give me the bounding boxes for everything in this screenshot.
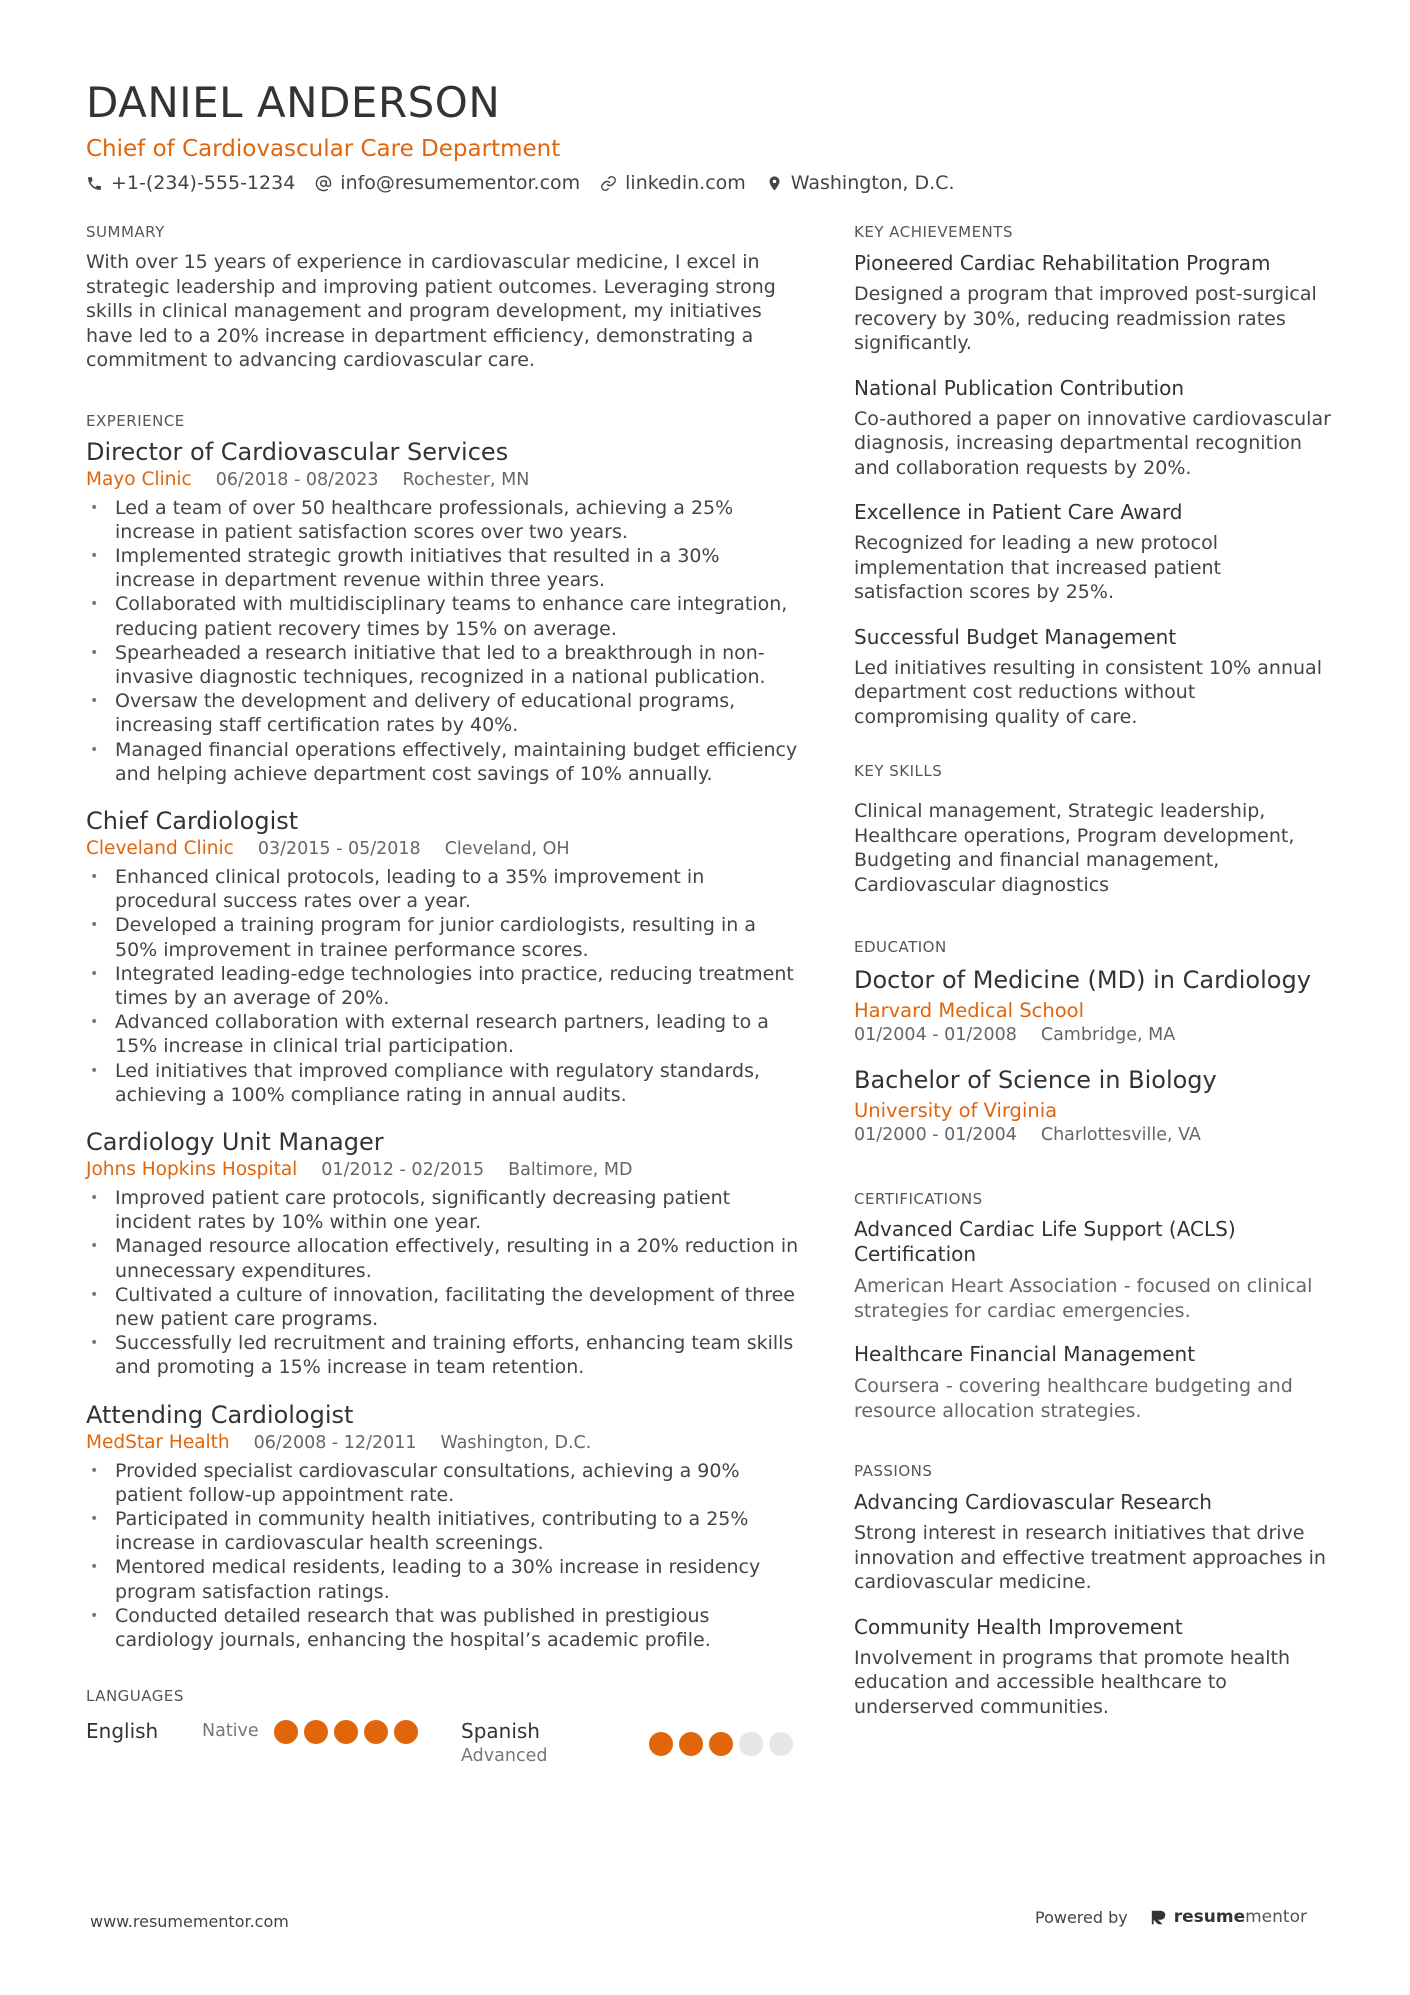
location-text: Washington, D.C. — [790, 172, 955, 194]
bullet-item: • Enhanced clinical protocols, leading to a 35% improvement in procedural success rates over a year. — [86, 865, 801, 913]
education-location: Charlottesville, VA — [1040, 1125, 1201, 1145]
rating-dot-filled — [679, 1732, 703, 1756]
job-location: Washington, D.C. — [440, 1432, 592, 1453]
education-meta — [854, 1124, 1334, 1147]
education-item — [854, 1065, 1334, 1147]
job-dates: 03/2015 - 05/2018 — [257, 838, 421, 859]
bullet-item: • Improved patient care protocols, significantly decreasing patient incident rates by 10% within one year. — [86, 1186, 801, 1234]
certifications-section — [854, 1189, 1334, 1423]
language-item — [461, 1718, 547, 1768]
achievement-title: Pioneered Cardiac Rehabilitation Program — [854, 251, 1271, 275]
job-location: Baltimore, MD — [508, 1159, 633, 1180]
bullet-item: • Developed a training program for junior cardiologists, resulting in a 50% improvement in trainee performance scores. — [86, 913, 801, 961]
phone-icon — [86, 175, 103, 192]
summary-section — [86, 222, 801, 373]
contact-row — [86, 170, 1326, 196]
passion-item — [854, 1489, 1334, 1595]
bullet-item: • Collaborated with multidisciplinary teams to enhance care integration, reducing patient recovery times by 15% on average. — [86, 592, 801, 640]
linkedin-text[interactable]: linkedin.com — [625, 172, 746, 194]
rating-dot-filled — [709, 1732, 733, 1756]
job-location: Rochester, MN — [402, 469, 530, 490]
job-bullets — [86, 1459, 801, 1653]
certification-text: American Heart Association - focused on clinical strategies for cardiac emergencies. — [854, 1275, 1313, 1322]
degree-title: Doctor of Medicine (MD) in Cardiology — [854, 966, 1311, 994]
certification-title: Healthcare Financial Management — [854, 1342, 1196, 1366]
company-name: MedStar Health — [86, 1431, 230, 1453]
phone-contact — [86, 170, 295, 196]
achievement-title: Excellence in Patient Care Award — [854, 500, 1183, 524]
degree-title: Bachelor of Science in Biology — [854, 1066, 1217, 1094]
left-column — [86, 222, 801, 1774]
bullet-item: • Advanced collaboration with external research partners, leading to a 15% increase in clinical trial participation. — [86, 1010, 801, 1058]
linkedin-contact[interactable] — [600, 170, 746, 196]
certification-item — [854, 1342, 1334, 1423]
job-dates: 01/2012 - 02/2015 — [321, 1159, 485, 1180]
company-name: Cleveland Clinic — [86, 837, 234, 859]
bullet-item: • Provided specialist cardiovascular consultations, achieving a 90% patient follow-up appointment rate. — [86, 1459, 801, 1507]
job-entry-meta — [86, 837, 801, 861]
email-text[interactable]: info@resumementor.com — [340, 172, 581, 194]
job-entry-meta — [86, 1158, 801, 1182]
rating-dot-filled — [304, 1720, 328, 1744]
language-rating — [274, 1720, 418, 1744]
passion-title: Community Health Improvement — [854, 1614, 1183, 1639]
job-entry — [86, 437, 801, 786]
brand-name-light: mentor — [1245, 1907, 1307, 1927]
job-bullets — [86, 1186, 801, 1380]
location-contact — [766, 170, 955, 196]
bullet-item: • Managed resource allocation effectively, resulting in a 20% reduction in unnecessary expenditures. — [86, 1234, 801, 1282]
achievement-text: Designed a program that improved post-surgical recovery by 30%, reducing readmission rates significantly. — [854, 283, 1317, 354]
experience-heading: EXPERIENCE — [86, 411, 185, 430]
bullet-item: • Mentored medical residents, leading to a 30% increase in residency program satisfaction ratings. — [86, 1555, 801, 1603]
languages-heading: LANGUAGES — [86, 1687, 184, 1706]
bullet-item: • Led initiatives that improved compliance with regulatory standards, achieving a 100% compliance rating in annual audits. — [86, 1059, 801, 1107]
bullet-item: • Participated in community health initiatives, contributing to a 25% increase in cardiovascular health screenings. — [86, 1507, 801, 1555]
language-level: Advanced — [461, 1746, 548, 1767]
brand-logo[interactable] — [1150, 1907, 1307, 1927]
job-entry-title: Director of Cardiovascular Services — [86, 437, 509, 466]
brand-name-bold: resume — [1173, 1907, 1246, 1927]
achievement-title: Successful Budget Management — [854, 624, 1177, 649]
achievements-heading: KEY ACHIEVEMENTS — [854, 223, 1013, 241]
passions-section — [854, 1461, 1334, 1719]
at-sign-icon — [315, 175, 332, 192]
passion-text: Strong interest in research initiatives that drive innovation and effective treatment approaches in cardiovascular medicine. — [854, 1522, 1326, 1593]
achievement-item — [854, 250, 1334, 356]
job-entry-title: Chief Cardiologist — [86, 806, 299, 835]
bullet-item: • Led a team of over 50 healthcare professionals, achieving a 25% increase in patient satisfaction scores over two years. — [86, 496, 801, 544]
languages-row — [86, 1718, 801, 1774]
education-section — [854, 937, 1334, 1147]
candidate-name: DANIEL ANDERSON — [86, 78, 501, 127]
rating-dot-filled — [334, 1720, 358, 1744]
school-name: Harvard Medical School — [854, 999, 1085, 1022]
job-entry-meta — [86, 1431, 801, 1455]
education-item — [854, 965, 1334, 1047]
rating-dot-filled — [364, 1720, 388, 1744]
passion-text: Involvement in programs that promote health education and accessible healthcare to underserved communities. — [854, 1646, 1291, 1718]
languages-section — [86, 1686, 801, 1774]
resume-header — [86, 78, 1326, 196]
passion-item — [854, 1614, 1334, 1720]
job-bullets — [86, 865, 801, 1107]
brand-icon — [1150, 1908, 1168, 1926]
bullet-item: • Oversaw the development and delivery of educational programs, increasing staff certification rates by 40%. — [86, 689, 801, 737]
job-title: Chief of Cardiovascular Care Department — [86, 136, 561, 162]
achievement-item — [854, 624, 1334, 730]
location-pin-icon — [766, 175, 783, 192]
company-name: Mayo Clinic — [86, 468, 192, 490]
achievement-item — [854, 499, 1334, 605]
company-name: Johns Hopkins Hospital — [86, 1158, 298, 1180]
job-dates: 06/2008 - 12/2011 — [253, 1432, 417, 1453]
rating-dot-empty — [769, 1732, 793, 1756]
education-location: Cambridge, MA — [1040, 1025, 1176, 1045]
experience-section — [86, 411, 801, 1653]
language-level: Native — [202, 1721, 259, 1742]
skills-section — [854, 761, 1334, 897]
powered-by-label: Powered by — [1035, 1907, 1128, 1927]
job-location: Cleveland, OH — [444, 838, 570, 859]
rating-dot-filled — [274, 1720, 298, 1744]
certifications-heading: CERTIFICATIONS — [854, 1190, 983, 1208]
certification-text: Coursera - covering healthcare budgeting and resource allocation strategies. — [854, 1375, 1293, 1422]
job-entry-title: Cardiology Unit Manager — [86, 1127, 384, 1156]
bullet-item: • Managed financial operations effectively, maintaining budget efficiency and helping achieve department cost savings of 10% annually. — [86, 738, 801, 786]
achievement-text: Recognized for leading a new protocol implementation that increased patient satisfaction scores by 25%. — [854, 532, 1222, 603]
footer-powered — [1035, 1907, 1307, 1927]
school-name: University of Virginia — [854, 1099, 1058, 1122]
language-name: Spanish — [461, 1719, 540, 1744]
achievement-title: National Publication Contribution — [854, 375, 1184, 400]
job-dates: 06/2018 - 08/2023 — [215, 469, 379, 490]
rating-dot-empty — [739, 1732, 763, 1756]
education-dates: 01/2004 - 01/2008 — [854, 1025, 1017, 1045]
job-entry-meta — [86, 468, 801, 492]
job-entry — [86, 806, 801, 1107]
language-rating — [649, 1732, 793, 1756]
certification-item — [854, 1217, 1334, 1323]
achievement-text: Co-authored a paper on innovative cardiovascular diagnosis, increasing departmental recognition and collaboration requests by 20%. — [854, 407, 1331, 479]
bullet-item: • Spearheaded a research initiative that led to a breakthrough in non-invasive diagnostic techniques, recognized in a national publication. — [86, 641, 801, 689]
job-bullets — [86, 496, 801, 786]
language-name: English — [86, 1719, 159, 1744]
skills-heading: KEY SKILLS — [854, 762, 943, 780]
link-icon — [600, 175, 617, 192]
bullet-item: • Cultivated a culture of innovation, facilitating the development of three new patient care programs. — [86, 1283, 801, 1331]
right-column — [854, 222, 1334, 1738]
passion-title: Advancing Cardiovascular Research — [854, 1490, 1212, 1514]
phone-text: +1-(234)-555-1234 — [111, 172, 296, 194]
education-dates: 01/2000 - 01/2004 — [854, 1125, 1017, 1145]
achievements-section — [854, 222, 1334, 729]
education-meta — [854, 1024, 1334, 1047]
rating-dot-filled — [394, 1720, 418, 1744]
skills-text: Clinical management, Strategic leadership, Healthcare operations, Program development, Budgeting and financial management, Cardiovascular diagnostics — [854, 800, 1295, 896]
passions-heading: PASSIONS — [854, 1462, 933, 1480]
language-item — [86, 1718, 259, 1744]
job-entry — [86, 1400, 801, 1653]
summary-text: With over 15 years of experience in cardiovascular medicine, I excel in strategic leadership and improving patient outcomes. Leveraging strong skills in clinical management and program development, my initiatives have led to a 20% increase in department efficiency, demonstrating a commitment to advancing cardiovascular care. — [86, 251, 776, 371]
summary-heading: SUMMARY — [86, 223, 165, 241]
certification-title: Advanced Cardiac Life Support (ACLS) Certification — [854, 1217, 1236, 1266]
bullet-item: • Conducted detailed research that was published in prestigious cardiology journals, enhancing the hospital’s academic profile. — [86, 1604, 801, 1652]
rating-dot-filled — [649, 1732, 673, 1756]
bullet-item: • Integrated leading-edge technologies into practice, reducing treatment times by an average of 20%. — [86, 962, 801, 1010]
education-heading: EDUCATION — [854, 938, 947, 956]
email-contact[interactable] — [315, 170, 580, 196]
achievement-text: Led initiatives resulting in consistent 10% annual department cost reductions without compromising quality of care. — [854, 656, 1322, 728]
footer-website[interactable]: www.resumementor.com — [90, 1912, 289, 1931]
bullet-item: • Implemented strategic growth initiatives that resulted in a 30% increase in department revenue within three years. — [86, 544, 801, 592]
bullet-item: • Successfully led recruitment and training efforts, enhancing team skills and promoting a 15% increase in team retention. — [86, 1331, 801, 1379]
achievement-item — [854, 375, 1334, 481]
job-entry-title: Attending Cardiologist — [86, 1400, 354, 1429]
job-entry — [86, 1127, 801, 1380]
